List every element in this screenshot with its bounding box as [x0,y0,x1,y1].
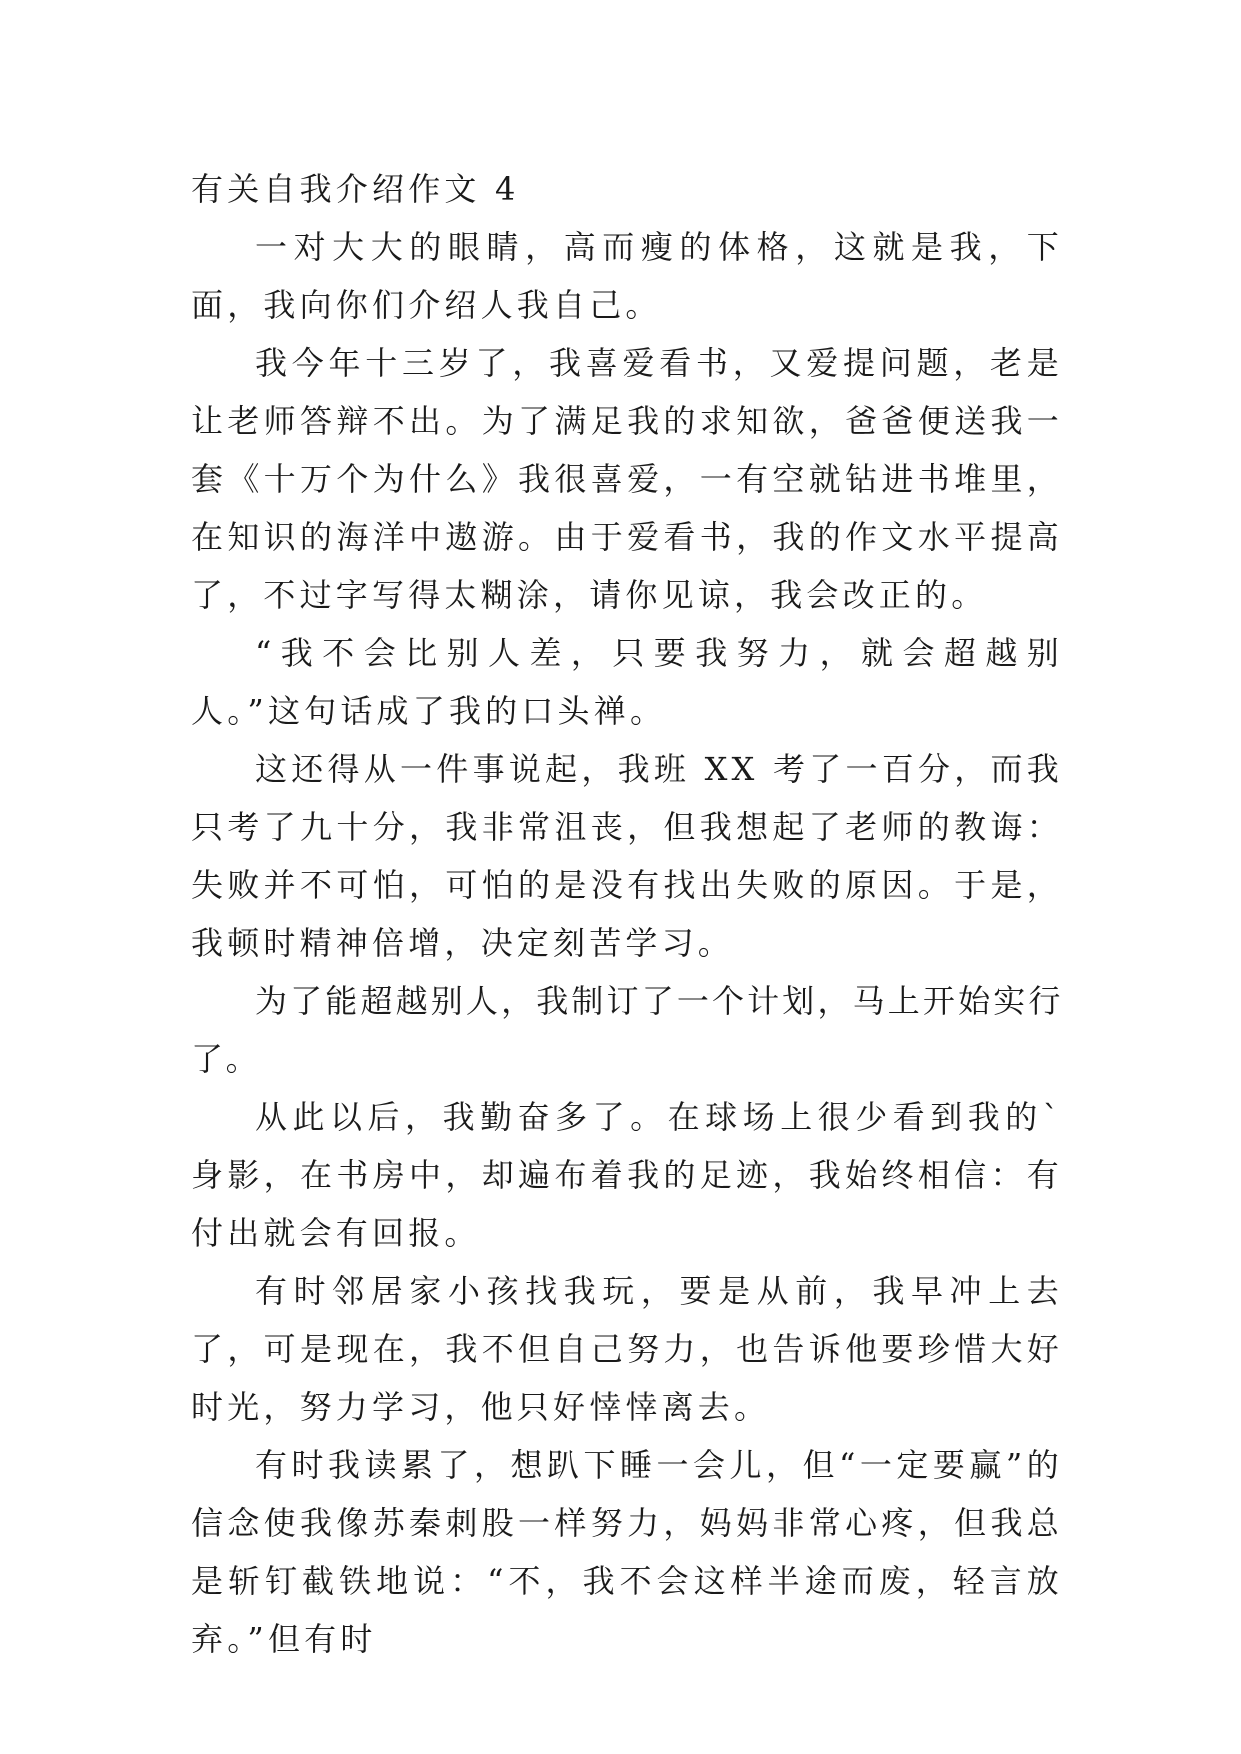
paragraph: 一对大大的眼睛，高而瘦的体格，这就是我，下面，我向你们介绍人我自己。 [191,228,1063,324]
paragraph: 有时邻居家小孩找我玩，要是从前，我早冲上去了，可是现在，我不但自己努力，也告诉他要珍惜大好时光，努力学习，他只好悻悻离去。 [191,1272,1063,1426]
paragraph: 我今年十三岁了，我喜爱看书，又爱提问题，老是让老师答辩不出。为了满足我的求知欲，爸爸便送我一套《十万个为什么》我很喜爱，一有空就钻进书堆里，在知识的海洋中遨游。由于爱看书，我的作文水平提高了，不过字写得太糊涂，请你见谅，我会改正的。 [191,344,1063,614]
paragraph: 这还得从一件事说起，我班 XX 考了一百分，而我只考了九十分，我非常沮丧，但我想起了老师的教诲：失败并不可怕，可怕的是没有找出失败的原因。于是，我顿时精神倍增，决定刻苦学习。 [191,750,1063,962]
paragraph: 有时我读累了，想趴下睡一会儿，但“一定要赢”的信念使我像苏秦刺股一样努力，妈妈非常心疼，但我总是斩钉截铁地说：“不，我不会这样半途而废，轻言放弃。”但有时 [191,1446,1063,1658]
paragraph: 为了能超越别人，我制订了一个计划，马上开始实行了。 [191,982,1063,1078]
document-body [191,160,1063,1668]
paragraph: 从此以后，我勤奋多了。在球场上很少看到我的`身影，在书房中，却遍布着我的足迹，我始终相信：有付出就会有回报。 [191,1098,1063,1252]
document-title: 有关自我介绍作文 4 [191,170,520,208]
paragraph: “我不会比别人差，只要我努力，就会超越别人。”这句话成了我的口头禅。 [191,634,1063,730]
